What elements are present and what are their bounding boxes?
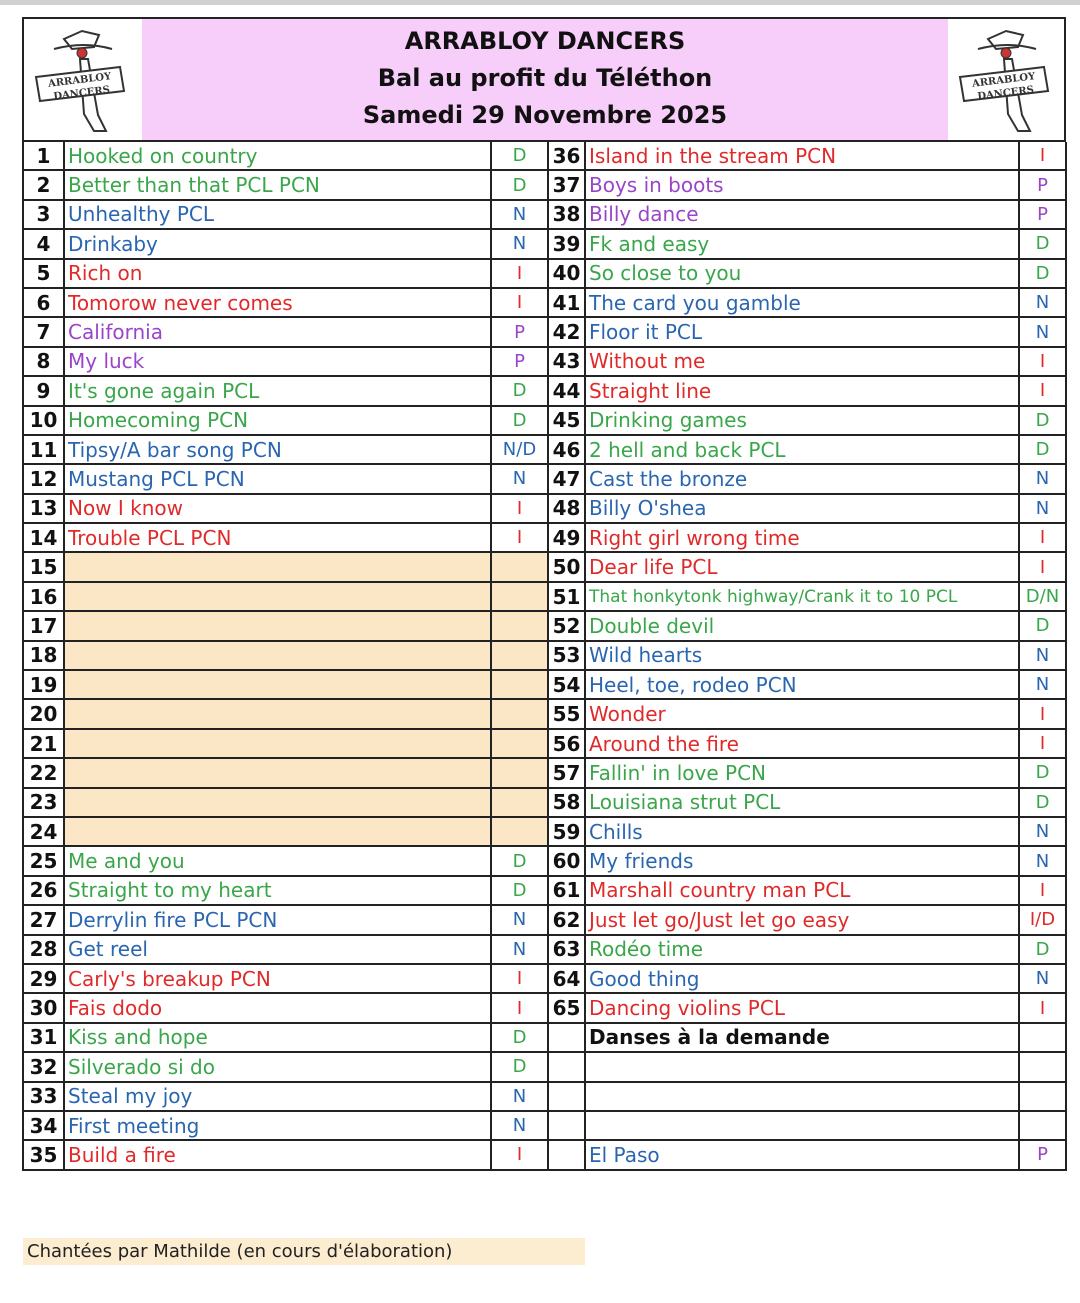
dance-title: Wild hearts <box>585 641 1019 670</box>
svg-text:ARRABLOY: ARRABLOY <box>971 71 1036 90</box>
dance-title: Dear life PCL <box>585 552 1019 581</box>
table-row <box>24 817 1066 846</box>
dance-level: N <box>491 1082 548 1111</box>
dance-title: Just let go/Just let go easy <box>585 905 1019 934</box>
dance-title: Fallin' in love PCN <box>585 758 1019 787</box>
dance-number <box>548 1023 585 1052</box>
dance-number: 54 <box>548 670 585 699</box>
dance-level: P <box>491 347 548 376</box>
event-subtitle: Bal au profit du Téléthon <box>377 64 713 92</box>
dance-level: I <box>1019 993 1066 1022</box>
dance-level: D <box>1019 935 1066 964</box>
dance-title <box>64 582 491 611</box>
dance-title: Right girl wrong time <box>585 523 1019 552</box>
dance-level: D <box>1019 259 1066 288</box>
dance-number: 52 <box>548 611 585 640</box>
dance-level: I <box>491 523 548 552</box>
dance-level: N <box>491 905 548 934</box>
table-row <box>24 935 1066 964</box>
dance-title: Cast the bronze <box>585 464 1019 493</box>
dance-number: 65 <box>548 993 585 1022</box>
dance-level: D <box>1019 788 1066 817</box>
dance-title: 2 hell and back PCL <box>585 435 1019 464</box>
dance-title: Straight line <box>585 376 1019 405</box>
dance-title: Danses à la demande <box>585 1023 1019 1052</box>
table-row <box>24 846 1066 875</box>
dance-title <box>64 817 491 846</box>
dance-number: 19 <box>24 670 64 699</box>
dance-number: 39 <box>548 229 585 258</box>
dance-level <box>491 611 548 640</box>
dance-number: 14 <box>24 523 64 552</box>
dance-title: First meeting <box>64 1111 491 1140</box>
dance-level <box>1019 1023 1066 1052</box>
dance-number: 18 <box>24 641 64 670</box>
dance-level: I <box>1019 699 1066 728</box>
dance-title: Homecoming PCN <box>64 406 491 435</box>
dance-level: N <box>1019 964 1066 993</box>
dance-level: I <box>1019 347 1066 376</box>
dance-title: Derrylin fire PCL PCN <box>64 905 491 934</box>
table-row <box>24 699 1066 728</box>
dance-number: 36 <box>548 142 585 170</box>
dance-number: 44 <box>548 376 585 405</box>
dance-level: D <box>491 846 548 875</box>
dance-title: Build a fire <box>64 1140 491 1169</box>
event-club-title: ARRABLOY DANCERS <box>404 27 686 55</box>
dance-title <box>64 729 491 758</box>
dance-title: Billy dance <box>585 200 1019 229</box>
dance-number: 53 <box>548 641 585 670</box>
dance-title: Wonder <box>585 699 1019 728</box>
dance-level: N <box>1019 670 1066 699</box>
dance-title <box>64 788 491 817</box>
cowboy-boot-logo-icon <box>948 19 1064 140</box>
dance-title: Drinking games <box>585 406 1019 435</box>
dance-level: I <box>1019 552 1066 581</box>
table-row <box>24 582 1066 611</box>
dance-title: Me and you <box>64 846 491 875</box>
table-row <box>24 142 1066 170</box>
dance-level: D <box>491 406 548 435</box>
dance-level: N <box>491 935 548 964</box>
table-row <box>24 788 1066 817</box>
dance-number: 10 <box>24 406 64 435</box>
dance-title: Island in the stream PCN <box>585 142 1019 170</box>
dance-number: 34 <box>24 1111 64 1140</box>
dance-title: Tipsy/A bar song PCN <box>64 435 491 464</box>
dance-number: 22 <box>24 758 64 787</box>
dance-title: Floor it PCL <box>585 317 1019 346</box>
dance-level: I <box>491 993 548 1022</box>
dance-level: P <box>491 317 548 346</box>
dance-number: 46 <box>548 435 585 464</box>
footnote: Chantées par Mathilde (en cours d'élaboration) <box>23 1238 585 1265</box>
dance-number: 58 <box>548 788 585 817</box>
dance-list-sheet <box>22 17 1066 1171</box>
table-row <box>24 1023 1066 1052</box>
dance-level: N <box>1019 494 1066 523</box>
dance-title: Silverado si do <box>64 1052 491 1081</box>
dance-title: Louisiana strut PCL <box>585 788 1019 817</box>
dance-number: 29 <box>24 964 64 993</box>
dance-level: N <box>1019 464 1066 493</box>
dance-title: The card you gamble <box>585 288 1019 317</box>
dance-level: D <box>491 376 548 405</box>
dance-level: N <box>1019 288 1066 317</box>
dance-number: 12 <box>24 464 64 493</box>
dance-title: Tomorow never comes <box>64 288 491 317</box>
dance-level <box>491 699 548 728</box>
dance-title: Around the fire <box>585 729 1019 758</box>
dance-level: I <box>1019 729 1066 758</box>
dance-title: My friends <box>585 846 1019 875</box>
dance-title: Mustang PCL PCN <box>64 464 491 493</box>
dance-level <box>491 817 548 846</box>
dance-level <box>491 788 548 817</box>
dance-number <box>548 1111 585 1140</box>
table-row <box>24 611 1066 640</box>
dance-number: 55 <box>548 699 585 728</box>
top-bar <box>0 0 1080 5</box>
svg-text:DANCERS: DANCERS <box>52 84 111 103</box>
dance-level <box>1019 1052 1066 1081</box>
dance-number: 11 <box>24 435 64 464</box>
dance-number: 26 <box>24 876 64 905</box>
dance-title: It's gone again PCL <box>64 376 491 405</box>
dance-number: 33 <box>24 1082 64 1111</box>
dance-number: 31 <box>24 1023 64 1052</box>
dance-number: 4 <box>24 229 64 258</box>
dance-level: D <box>1019 611 1066 640</box>
dance-level <box>491 758 548 787</box>
dance-number: 48 <box>548 494 585 523</box>
event-date: Samedi 29 Novembre 2025 <box>362 101 728 129</box>
dance-level: D <box>491 170 548 199</box>
dance-level: I <box>491 494 548 523</box>
dance-number: 5 <box>24 259 64 288</box>
dance-title: Trouble PCL PCN <box>64 523 491 552</box>
dance-level <box>491 552 548 581</box>
dance-level <box>491 582 548 611</box>
dance-title: El Paso <box>585 1140 1019 1169</box>
table-row <box>24 523 1066 552</box>
dance-number: 64 <box>548 964 585 993</box>
dance-number: 32 <box>24 1052 64 1081</box>
dance-number: 50 <box>548 552 585 581</box>
table-row <box>24 905 1066 934</box>
dance-number <box>548 1082 585 1111</box>
dance-title: Fais dodo <box>64 993 491 1022</box>
cowboy-boot-logo-icon <box>24 19 140 140</box>
title-box <box>142 19 948 140</box>
arrabloy-logo-left <box>24 19 140 140</box>
arrabloy-logo-right <box>948 19 1064 140</box>
table-row <box>24 1140 1066 1169</box>
dance-level: N <box>491 200 548 229</box>
dance-number: 45 <box>548 406 585 435</box>
dance-number: 2 <box>24 170 64 199</box>
dance-title: Heel, toe, rodeo PCN <box>585 670 1019 699</box>
dance-number: 42 <box>548 317 585 346</box>
dance-number: 1 <box>24 142 64 170</box>
dance-level: D <box>491 142 548 170</box>
dance-title: Now I know <box>64 494 491 523</box>
table-row <box>24 729 1066 758</box>
dance-title: Rich on <box>64 259 491 288</box>
dance-title <box>64 611 491 640</box>
dance-number: 21 <box>24 729 64 758</box>
dance-level: I <box>491 964 548 993</box>
table-row <box>24 1052 1066 1081</box>
dance-title: So close to you <box>585 259 1019 288</box>
dance-level: D <box>491 876 548 905</box>
dance-title: Straight to my heart <box>64 876 491 905</box>
dance-number: 23 <box>24 788 64 817</box>
dance-title: Hooked on country <box>64 142 491 170</box>
dance-title: Chills <box>585 817 1019 846</box>
dance-number: 9 <box>24 376 64 405</box>
table-row <box>24 552 1066 581</box>
table-row <box>24 288 1066 317</box>
dance-level: N <box>1019 641 1066 670</box>
table-row <box>24 347 1066 376</box>
dance-level: P <box>1019 200 1066 229</box>
dance-title <box>64 758 491 787</box>
dance-level: N <box>491 1111 548 1140</box>
dance-title: That honkytonk highway/Crank it to 10 PCL <box>585 582 1019 611</box>
dance-level: D/N <box>1019 582 1066 611</box>
svg-text:ARRABLOY: ARRABLOY <box>47 71 112 90</box>
dance-number: 60 <box>548 846 585 875</box>
dance-number: 49 <box>548 523 585 552</box>
table-row <box>24 1082 1066 1111</box>
table-row <box>24 317 1066 346</box>
dance-number: 27 <box>24 905 64 934</box>
dance-level: I <box>1019 376 1066 405</box>
dance-number: 40 <box>548 259 585 288</box>
dance-level <box>1019 1111 1066 1140</box>
dance-level: D <box>491 1023 548 1052</box>
table-row <box>24 229 1066 258</box>
table-row <box>24 758 1066 787</box>
dance-level: I/D <box>1019 905 1066 934</box>
dance-level: D <box>1019 435 1066 464</box>
dance-level <box>1019 1082 1066 1111</box>
dance-number: 8 <box>24 347 64 376</box>
dance-title: Dancing violins PCL <box>585 993 1019 1022</box>
dance-title: My luck <box>64 347 491 376</box>
dance-level: D <box>1019 229 1066 258</box>
dance-title: Good thing <box>585 964 1019 993</box>
dance-title: Fk and easy <box>585 229 1019 258</box>
dance-level: I <box>491 259 548 288</box>
dance-title: Billy O'shea <box>585 494 1019 523</box>
dance-level: N <box>1019 317 1066 346</box>
dance-number <box>548 1052 585 1081</box>
table-row <box>24 1111 1066 1140</box>
dance-level: N <box>1019 846 1066 875</box>
dance-title: Better than that PCL PCN <box>64 170 491 199</box>
dance-level <box>491 670 548 699</box>
dance-title: Double devil <box>585 611 1019 640</box>
dance-number: 6 <box>24 288 64 317</box>
dance-number: 62 <box>548 905 585 934</box>
dance-level: D <box>1019 406 1066 435</box>
dance-number: 35 <box>24 1140 64 1169</box>
dance-number: 43 <box>548 347 585 376</box>
dance-number: 59 <box>548 817 585 846</box>
dance-title: Get reel <box>64 935 491 964</box>
dance-title <box>64 670 491 699</box>
dance-number: 16 <box>24 582 64 611</box>
dance-number: 56 <box>548 729 585 758</box>
dance-level: N/D <box>491 435 548 464</box>
table-row <box>24 464 1066 493</box>
dance-table <box>24 142 1067 1171</box>
dance-level: P <box>1019 170 1066 199</box>
dance-number: 13 <box>24 494 64 523</box>
dance-level: I <box>1019 523 1066 552</box>
dance-number: 41 <box>548 288 585 317</box>
dance-level: I <box>1019 142 1066 170</box>
dance-title: Marshall country man PCL <box>585 876 1019 905</box>
dance-title <box>64 552 491 581</box>
svg-text:DANCERS: DANCERS <box>976 84 1035 103</box>
table-row <box>24 876 1066 905</box>
dance-title: Drinkaby <box>64 229 491 258</box>
dance-number <box>548 1140 585 1169</box>
dance-number: 63 <box>548 935 585 964</box>
table-row <box>24 435 1066 464</box>
dance-level: N <box>1019 817 1066 846</box>
sheet-header <box>24 19 1066 142</box>
dance-number: 47 <box>548 464 585 493</box>
dance-level: D <box>1019 758 1066 787</box>
dance-number: 61 <box>548 876 585 905</box>
dance-title: California <box>64 317 491 346</box>
table-row <box>24 406 1066 435</box>
table-row <box>24 993 1066 1022</box>
dance-level: I <box>1019 876 1066 905</box>
dance-level: P <box>1019 1140 1066 1169</box>
dance-title: Kiss and hope <box>64 1023 491 1052</box>
table-row <box>24 170 1066 199</box>
dance-title: Steal my joy <box>64 1082 491 1111</box>
dance-number: 30 <box>24 993 64 1022</box>
table-row <box>24 259 1066 288</box>
dance-title: Rodéo time <box>585 935 1019 964</box>
dance-level: D <box>491 1052 548 1081</box>
dance-level: I <box>491 1140 548 1169</box>
table-row <box>24 641 1066 670</box>
dance-title <box>64 641 491 670</box>
dance-number: 17 <box>24 611 64 640</box>
table-row <box>24 670 1066 699</box>
dance-number: 57 <box>548 758 585 787</box>
dance-number: 25 <box>24 846 64 875</box>
dance-title: Carly's breakup PCN <box>64 964 491 993</box>
table-row <box>24 494 1066 523</box>
dance-title <box>585 1082 1019 1111</box>
dance-title: Without me <box>585 347 1019 376</box>
dance-number: 28 <box>24 935 64 964</box>
dance-title: Boys in boots <box>585 170 1019 199</box>
dance-number: 38 <box>548 200 585 229</box>
dance-level: N <box>491 464 548 493</box>
dance-level <box>491 641 548 670</box>
dance-title <box>585 1111 1019 1140</box>
table-row <box>24 964 1066 993</box>
dance-title: Unhealthy PCL <box>64 200 491 229</box>
dance-number: 20 <box>24 699 64 728</box>
dance-number: 24 <box>24 817 64 846</box>
dance-level: N <box>491 229 548 258</box>
dance-number: 51 <box>548 582 585 611</box>
table-row <box>24 376 1066 405</box>
dance-level: I <box>491 288 548 317</box>
dance-level <box>491 729 548 758</box>
dance-number: 15 <box>24 552 64 581</box>
table-row <box>24 200 1066 229</box>
dance-number: 3 <box>24 200 64 229</box>
dance-number: 37 <box>548 170 585 199</box>
dance-title <box>585 1052 1019 1081</box>
dance-title <box>64 699 491 728</box>
dance-number: 7 <box>24 317 64 346</box>
